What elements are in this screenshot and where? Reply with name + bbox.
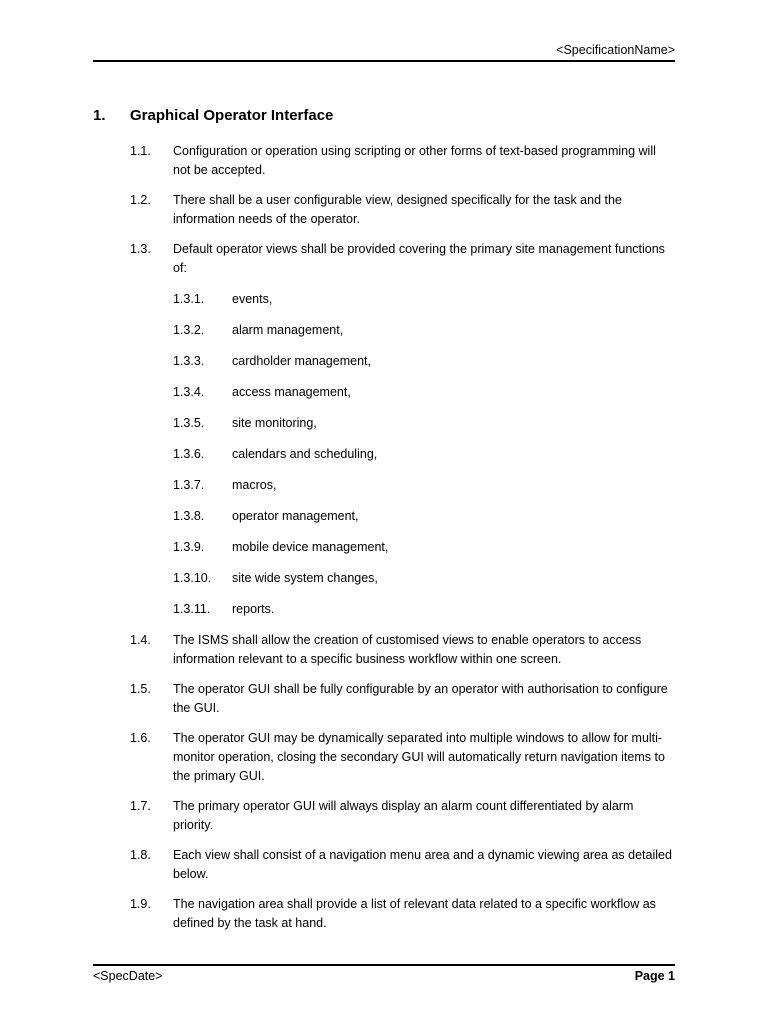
- sublist: [0, 290, 768, 619]
- item-number: 1.2.: [130, 193, 151, 207]
- subitem-text: reports.: [232, 602, 275, 616]
- item-text: The primary operator GUI will always display an alarm count differentiated by alarm priority.: [173, 799, 634, 832]
- subitem-text: site monitoring,: [232, 416, 317, 430]
- sublist-item: [0, 507, 768, 526]
- list-item: [0, 680, 768, 718]
- section-content: [0, 142, 768, 944]
- item-text: There shall be a user configurable view, designed specifically for the task and the information needs of the operator.: [173, 193, 622, 226]
- item-number: 1.5.: [130, 682, 151, 696]
- sublist-item: [0, 352, 768, 371]
- header-spec-name: <SpecificationName>: [556, 43, 675, 57]
- header-rule: [93, 60, 675, 62]
- item-text: The operator GUI may be dynamically separated into multiple windows to allow for multi-monitor operation, closing the secondary GUI will automatically return navigation items to the primary GUI.: [173, 731, 665, 783]
- subitem-text: mobile device management,: [232, 540, 389, 554]
- item-number: 1.7.: [130, 799, 151, 813]
- sublist-item: [0, 445, 768, 464]
- sublist-item: [0, 414, 768, 433]
- item-number: 1.9.: [130, 897, 151, 911]
- subitem-text: access management,: [232, 385, 351, 399]
- subitem-number: 1.3.11.: [173, 602, 211, 616]
- item-text: Default operator views shall be provided covering the primary site management functions of:: [173, 242, 665, 275]
- subitem-text: cardholder management,: [232, 354, 371, 368]
- subitem-number: 1.3.3.: [173, 354, 205, 368]
- list-item: [0, 797, 768, 835]
- item-number: 1.8.: [130, 848, 151, 862]
- list-item: [0, 895, 768, 933]
- subitem-text: site wide system changes,: [232, 571, 378, 585]
- sublist-item: [0, 321, 768, 340]
- sublist-item: [0, 538, 768, 557]
- item-number: 1.6.: [130, 731, 151, 745]
- list-item: [0, 631, 768, 669]
- list-item: [0, 191, 768, 229]
- item-text: Each view shall consist of a navigation menu area and a dynamic viewing area as detailed below.: [173, 848, 672, 881]
- footer-spec-date: <SpecDate>: [93, 969, 163, 983]
- subitem-text: events,: [232, 292, 273, 306]
- list-item: [0, 846, 768, 884]
- item-text: The operator GUI shall be fully configurable by an operator with authorisation to configure the GUI.: [173, 682, 668, 715]
- subitem-number: 1.3.6.: [173, 447, 205, 461]
- subitem-number: 1.3.10.: [173, 571, 212, 585]
- list-item: [0, 240, 768, 278]
- subitem-number: 1.3.7.: [173, 478, 205, 492]
- sublist-item: [0, 476, 768, 495]
- sublist-item: [0, 569, 768, 588]
- item-number: 1.1.: [130, 144, 151, 158]
- sublist-item: [0, 383, 768, 402]
- sublist-item: [0, 290, 768, 309]
- section-number: 1.: [93, 107, 106, 124]
- list-item: [0, 142, 768, 180]
- subitem-number: 1.3.1.: [173, 292, 205, 306]
- subitem-text: operator management,: [232, 509, 359, 523]
- footer-page-number: Page 1: [634, 969, 675, 983]
- sublist-item: [0, 600, 768, 619]
- subitem-number: 1.3.4.: [173, 385, 205, 399]
- item-text: Configuration or operation using scripting or other forms of text-based programming will not be accepted.: [173, 144, 656, 177]
- subitem-number: 1.3.2.: [173, 323, 205, 337]
- subitem-text: macros,: [232, 478, 277, 492]
- item-number: 1.4.: [130, 633, 151, 647]
- item-number: 1.3.: [130, 242, 151, 256]
- subitem-number: 1.3.8.: [173, 509, 205, 523]
- subitem-text: alarm management,: [232, 323, 344, 337]
- subitem-number: 1.3.9.: [173, 540, 205, 554]
- footer-rule: [93, 964, 675, 966]
- section-title: Graphical Operator Interface: [130, 107, 334, 124]
- item-text: The ISMS shall allow the creation of customised views to enable operators to access information relevant to a specific business workflow within one screen.: [173, 633, 642, 666]
- subitem-text: calendars and scheduling,: [232, 447, 378, 461]
- subitem-number: 1.3.5.: [173, 416, 205, 430]
- item-text: The navigation area shall provide a list of relevant data related to a specific workflow as defined by the task at hand.: [173, 897, 656, 930]
- list-item: [0, 729, 768, 786]
